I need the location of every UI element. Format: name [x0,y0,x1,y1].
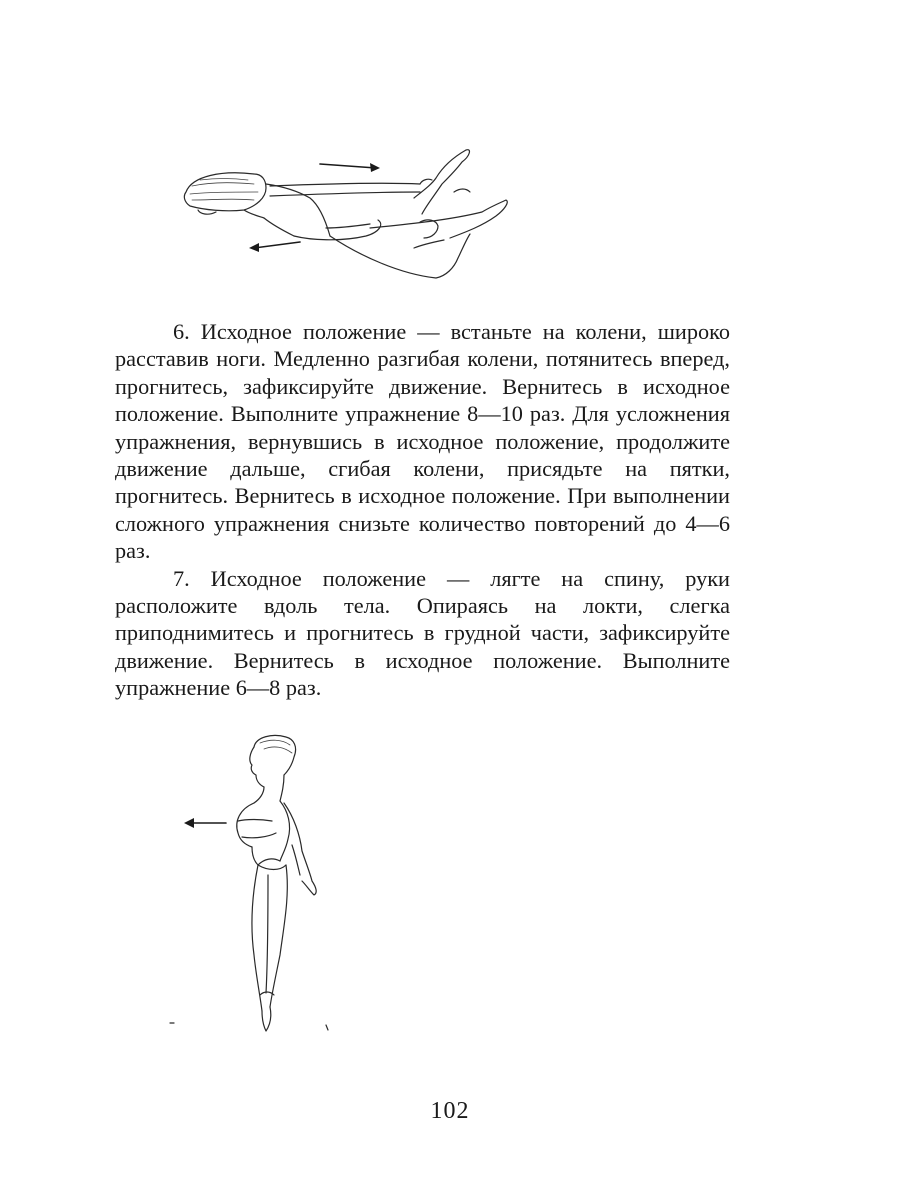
exercise-6-paragraph: 6. Исходное положение — встаньте на колени, широко расставив ноги. Медленно разгибая колени, потянитесь вперед, прогнитесь, зафиксируйте движение. Вернитесь в исходное положение. Выполните упражнение 8—10 раз. Для усложнения упражнения, вернувшись в исходное положение, продолжите движение дальше, сгибая колени, присядьте на пятки, прогнитесь. Вернитесь в исходное положение. При выполнении сложного упражнения снизьте количество повторений до 4—6 раз. [115,319,730,564]
body-text [115,318,730,702]
standing-figure-illustration [160,725,360,1040]
exercise-7-paragraph: 7. Исходное положение — лягте на спину, руки расположите вдоль тела. Опираясь на локти, слегка приподнимитесь и прогнитесь в грудной части, зафиксируйте движение. Вернитесь в исходное положение. Выполните упражнение 6—8 раз. [115,565,730,701]
reclining-figure-illustration [170,140,520,290]
page-number: 102 [430,1098,470,1124]
